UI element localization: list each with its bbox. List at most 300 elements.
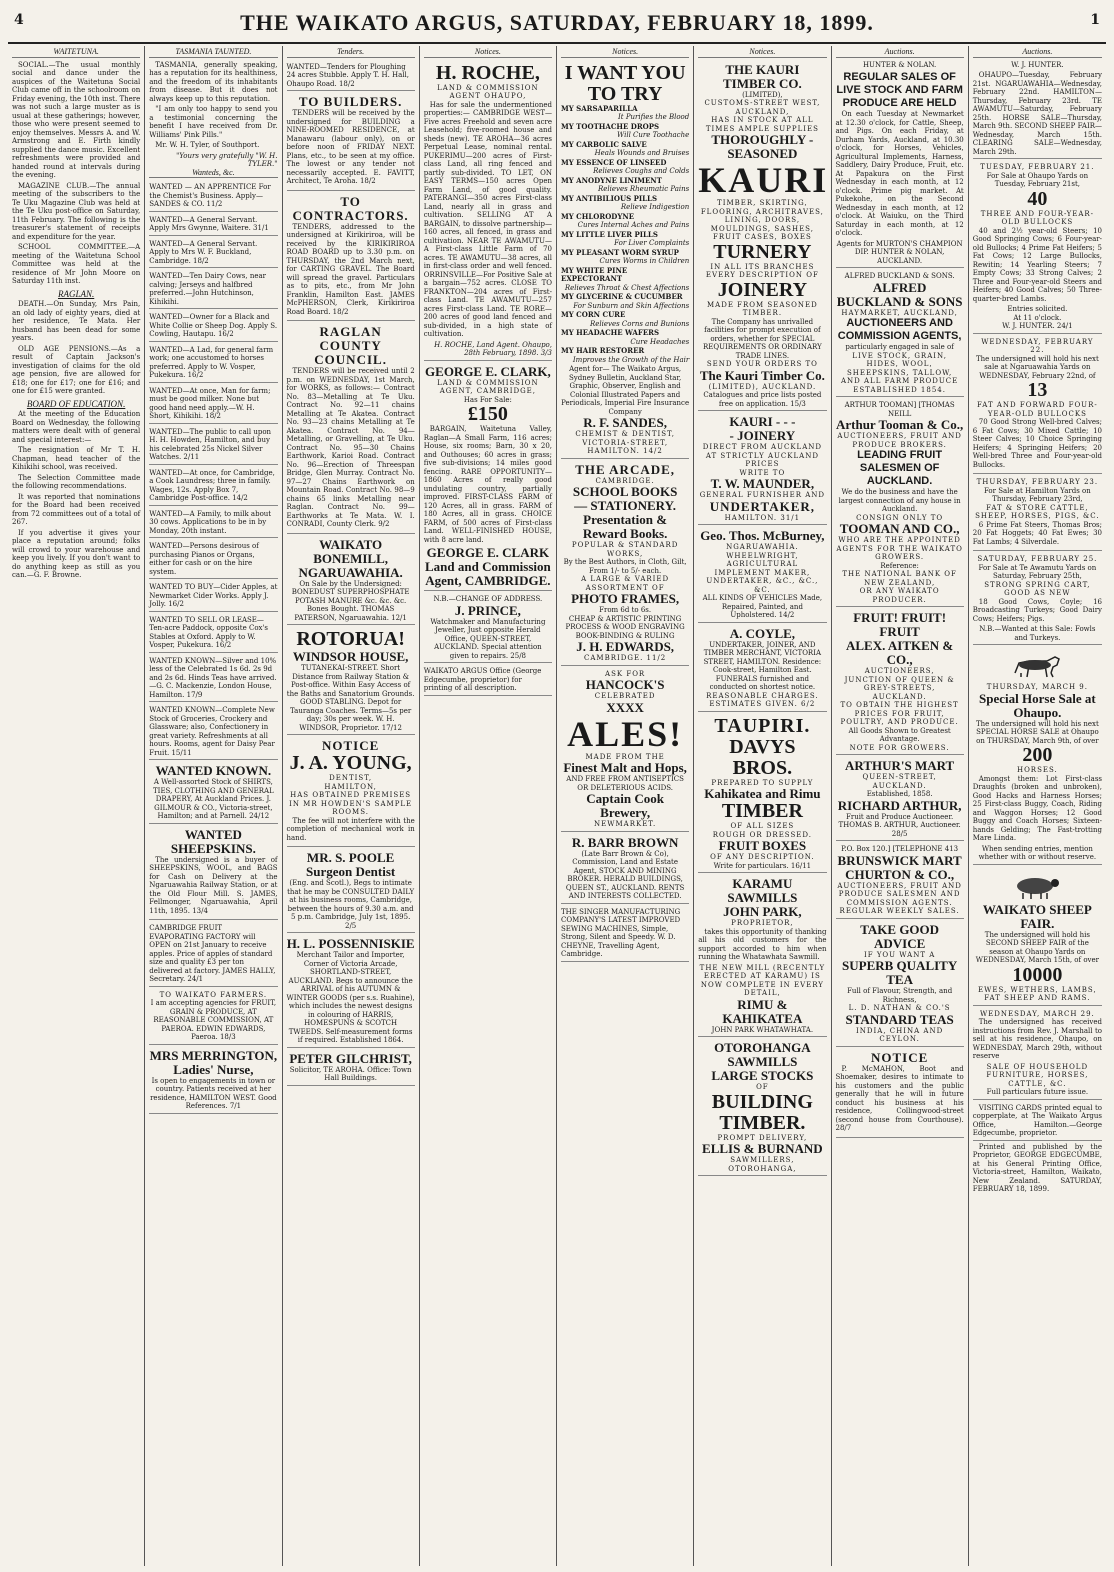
auctioneer-heading: W. J. HUNTER.: [1011, 60, 1064, 69]
column-heading: Notices.: [698, 48, 826, 58]
sale-note: When sending entries, mention whether with or without reserve.: [978, 844, 1097, 861]
remedy-item: [561, 347, 689, 364]
remedy-name: MY CORN CURE: [561, 310, 626, 319]
ad-title: KARAMU SAWMILLS: [727, 876, 798, 905]
ad-title: T. W. MAUNDER,: [710, 476, 815, 491]
column-7: [832, 46, 969, 1566]
ad-title: MRS MERRINGTON, Ladies' Nurse,: [149, 1047, 278, 1077]
remedies-ad: [561, 61, 689, 459]
sheep-illustration: [1007, 871, 1067, 901]
article-paragraph: It was reported that nominations for the Board had been received from 72 committees out of a total of 267.: [12, 492, 141, 526]
sale-feb-21: [973, 161, 1102, 334]
page-columns: [8, 46, 1106, 1566]
free-from: AND FREE FROM ANTISEPTICS OR DELETERIOUS ACIDS.: [566, 775, 684, 792]
catalogues: Catalogues and price lists posted free on application. 15/3: [703, 391, 822, 408]
ad-title: ARTHUR'S MART: [845, 758, 955, 773]
assortment: A LARGE & VARIED ASSORTMENT OF: [581, 575, 670, 592]
ad-title: I WANT YOU TO TRY: [564, 61, 686, 105]
all-sizes: OF ALL SIZES: [730, 822, 795, 830]
ad-title: PETER GILCHRIST,: [289, 1050, 412, 1066]
remedy-item: [561, 329, 689, 346]
sale-lot: FAT & STORE CATTLE, SHEEP, HORSES, PIGS, &C.: [975, 503, 1100, 520]
column-heading: TASMANIA TAUNTED.: [149, 48, 277, 58]
ad-proprietor: JOHN PARK,: [723, 904, 802, 919]
sawmillers: SAWMILLERS,: [730, 1156, 795, 1164]
tea-flavour: Full of Flavour, Strength, and Richness,: [847, 987, 953, 1004]
commission-agent-ad: [561, 834, 689, 904]
mcburney-ad: [698, 527, 826, 623]
column-2: [145, 46, 282, 1566]
ad-body: TUTANEKAI-STREET. Short Distance from Railway Station & Post-office. Within Easy Access of the Baths and Sanatorium Grounds. GOOD STABLING. Depot for Tauranga Coaches. Terms—5s per day; 30s per week. W. H. WINDSOR, Proprietor. 17/12: [286, 664, 415, 732]
ad-name: J. A. YOUNG,: [289, 752, 412, 774]
ad-signature: H. ROCHE, Land Agent. Ohaupo, 28th February, 1898. 3/3: [434, 340, 552, 357]
ad-contacts: P.O. Box 120.] [TELEPHONE 413: [841, 845, 959, 853]
sale-feb-22: [973, 336, 1102, 475]
classified-ad: WANTED—At once, Man for farm; must be good milker. None but good hand need apply.—W. H. Short, Kihikihi. 18/2: [149, 385, 277, 424]
sale-date: THURSDAY, MARCH 9.: [986, 683, 1088, 691]
ad-title: WANTED KNOWN.: [155, 763, 272, 778]
article-paragraph: The resignation of Mr T. H. Chapman, head teacher of the Kihikihi school, was received.: [12, 446, 141, 471]
ad-trades: WHEELWRIGHT, AGRICULTURAL IMPLEMENT MAKER, UNDERTAKER, &C., &C., &C.: [706, 551, 819, 594]
evaporating-factory-ad: CAMBRIDGE FRUIT EVAPORATING FACTORY will OPEN on 21st January to receive apples. Price of apples of standard size and quality £3 per ton delivered at factory. JAMES HALLY, Secretary. 24/1: [149, 922, 277, 987]
ad-stock: HAS IN STOCK AT ALL TIMES AMPLE SUPPLIES: [705, 116, 819, 133]
sale-venue: For Sale at Te Awamutu Yards on Saturday, February 25th,: [978, 563, 1097, 580]
rough-dressed: ROUGH OR DRESSED.: [712, 830, 812, 839]
leading-salesmen: LEADING FRUIT SALESMEN OF AUCKLAND.: [857, 449, 943, 487]
article-paragraph: SOCIAL.—The usual monthly social and dance under the auspices of the Waitetuna Social Club came off in the schoolroom on Friday evening, the 10th inst. There was not such a large muster as is usual at these gatherings; however, those who were present seemed to enjoy themselves. Messrs A. and W. Armstrong and E. Firth kindly supplied the dance music. Excellent refreshments were provided and handed round at intervals during the evening.: [12, 60, 141, 179]
ad-body: (Late Barr Brown & Co), Commission, Land and Estate Agent, STOCK AND MINING BROKER. HERALD BUILDINGS, QUEEN ST., AUCKLAND. RENTS AND INTERESTS COLLECTED.: [565, 849, 685, 900]
tailor-ad: [287, 935, 415, 1048]
ad-town: CAMBRIDGE. 11/2: [584, 654, 667, 662]
sale-count: 13: [1027, 379, 1048, 401]
ad-title: R. BARR BROWN: [571, 834, 679, 850]
ad-body: The undersigned is a buyer of SHEEPSKINS, WOOL, and BAGS for Cash on Delivery at the Ngaruawahia Railway Station, or at the Old Flour Mill. S. JAMES, Fellmonger, Ngaruawahia, April 11th, 1895. 13/4: [149, 855, 278, 915]
remedy-item: [561, 105, 689, 122]
ad-title: GEORGE E. CLARK,: [425, 363, 551, 379]
remedy-name: MY HAIR RESTORER: [561, 346, 645, 355]
brewery-name: Captain Cook Brewery,: [586, 791, 664, 820]
ad-body: P. McMAHON, Boot and Shoemaker, desires to intimate to his customers and the public generally that he will in future conduct his business at his residence, Collingwood-street (second house from Courthouse). 28/7: [835, 1064, 964, 1132]
or-any: OR ANY WAIKATO PRODUCER.: [859, 587, 940, 604]
ad-title: A. COYLE,: [729, 625, 796, 641]
remedy-item: [561, 311, 689, 328]
tea-origins: INDIA, CHINA AND CEYLON.: [856, 1026, 944, 1043]
ad-trade: AUCTIONEERS AND COMMISSION AGENTS,: [837, 317, 962, 342]
tooman-ad: [836, 399, 964, 607]
sale-date: THURSDAY, FEBRUARY 23.: [976, 478, 1099, 486]
ad-title: ALFRED BUCKLAND & SONS: [836, 279, 963, 309]
kauri-company-sub: (LIMITED), AUCKLAND.: [708, 382, 817, 391]
ales-title: ALES!: [567, 713, 684, 754]
building-timber: BUILDING TIMBER.: [711, 1090, 813, 1134]
county-council-tender: [287, 323, 415, 534]
remedy-claim: Improves the Growth of the Hair: [572, 355, 690, 364]
sale-items: 6 Prime Fat Steers, Thomas Bros; 20 Fat Hoggets; 40 Fat Ewes; 30 Fat Lambs; 4 Silverdale.: [972, 520, 1102, 546]
sale-time: At 11 o'clock.: [1013, 313, 1062, 322]
large-stocks: LARGE STOCKS: [711, 1068, 814, 1083]
column-heading: Auctions.: [836, 48, 964, 58]
ad-body: Has for sale the undermentioned properties:— CAMBRIDGE WEST—Five acres Freehold and seven acre Leasehold; five-roomed house and sheds (new). TE AROHA—36 acres Perpetual Lease, nominal rental. PUKERIMU—200 acres of First-class Land, all ring fenced and partly sub-divided. TO LET, ON EASY TERMS—150 acres Open Farm Land, of good quality. PATERANGI—350 acres First-class Land, nearly all in grass and cultivation. SELLING AT A BARGAIN, to dissolve partnership—160 acres, all fenced, in grass and cultivation. NEAR TE AWAMUTU—A First-class Little Farm of 70 acres. TE AWAMUTU—38 acres, all in first-class order and well fenced. ORRINSVILLE—For Positive Sale at a bargain—752 acres. CLOSE TO FRANKTON—204 acres of First-class Land. TE AWAMUTU—257 acres First-class Land. TE RORE—200 acres of good land fenced and sub-divided, in a high state of cultivation.: [423, 100, 552, 338]
entries: Entries solicited.: [1007, 305, 1068, 313]
section-heading: Wanteds, &c.: [149, 169, 277, 179]
article-paragraph: MAGAZINE CLUB.—The annual meeting of the subscribers to the Te Uku Magazine Club was held at the Te Uku post-office on Saturday, 11th February. The following is the treasurer's statement of receipts and expenditure for the year.: [12, 181, 141, 241]
column-8: [969, 46, 1106, 1566]
celebrated: CELEBRATED: [594, 692, 656, 700]
ad-established: ESTABLISHED 1854.: [853, 385, 946, 394]
any-description: OF ANY DESCRIPTION.: [710, 853, 815, 861]
sale-venue: The undersigned will hold his SECOND SHEEP FAIR of the season at Ohaupo Yards on WEDNESDAY, March 15th, of over: [975, 930, 1099, 964]
visiting-cards-ad: VISITING CARDS printed equal to copperplate, at The Waikato Argus Office, Hamilton.—George Edgecumbe, proprietor.: [973, 1102, 1102, 1141]
ad-title: ROTORUA!: [296, 628, 405, 650]
ad-signature: GEORGE E. CLARK Land and Commission Agent, CAMBRIDGE.: [425, 545, 551, 588]
ad-established: Established, 1858.: [866, 790, 933, 798]
kauri-timber-ad: [698, 61, 829, 412]
sale-date: WEDNESDAY, MARCH 29.: [979, 1009, 1095, 1018]
joinery-heading: - JOINERY: [729, 428, 796, 443]
ad-title: J. PRINCE,: [454, 602, 521, 618]
of-label: OF: [756, 1083, 769, 1091]
ad-title: TO WAIKATO FARMERS.: [159, 990, 268, 999]
ad-title: OTOROHANGA SAWMILLS: [714, 1040, 811, 1069]
classified-ad: WANTED — AN APPRENTICE For the Chemist's Business. Apply—SANDES & CO. 11/2: [149, 181, 277, 212]
clearing-sale: [973, 1008, 1102, 1100]
ad-body: TENDERS will be received until 2 p.m. on WEDNESDAY, 1st March, for WORKS, as follows:— Contract No. 83—Metalling at Te Uku. Contract No. 92—11 chains Metalling at Te Akatea. Contract No. 93—23 chains Metalling at Te Akatea. Contract No. 94—Metalling, or Gravelling, at Te Uku. Contract No. 95—30 Chains Earthwork, Karioi Road. Contract No. 96—Erection of Threespan Bridge, Glen Murray. Contract No. 97—27 Chains Earthwork on Mountain Road. Contract No. 98—9 chains 65 links Metalling near Raglan. Contract No. 99—Earthworks at Te Mata. W. I. CONRADI, County Clerk. 9/2: [286, 367, 415, 528]
classified-ad: WANTED TO BUY—Cider Apples, at Newmarket Cider Works. Apply J. Jolly. 16/2: [149, 581, 277, 612]
masthead: [0, 0, 1114, 42]
popular-body: By the Best Authors, in Cloth, Gilt, From 1/- to 5/- each.: [563, 558, 687, 575]
sheep-fair: [973, 867, 1102, 1006]
appointed-agents: WHO ARE THE APPOINTED AGENTS FOR THE WAIKATO GROWERS.: [836, 536, 963, 561]
ad-title: H. ROCHE,: [435, 61, 540, 84]
sale-schedule: OHAUPO—Tuesday, February 21st. NGARUAWAHIA—Wednesday, February 22nd. HAMILTON—Thursday, February 23rd. TE AWAMUTU—Saturday, February 25th. HORSE SALE—Thursday, March 9th. SECOND SHEEP FAIR—Wednesday, March 15th. CLEARING SALE—Wednesday, March 29th.: [973, 69, 1102, 159]
ad-address: JUNCTION OF QUEEN & GREY-STREETS, AUCKLAND.: [844, 675, 955, 701]
remedy-item: [561, 141, 689, 158]
popular-works: POPULAR & STANDARD WORKS,: [571, 541, 679, 558]
kauri-company: The Kauri Timber Co.: [699, 367, 825, 383]
ad-notice: N.B.—CHANGE OF ADDRESS.: [433, 595, 543, 603]
school-books: SCHOOL BOOKS: [572, 484, 678, 499]
ad-name: RICHARD ARTHUR,: [837, 797, 962, 813]
ad-body: On Sale by the Undersigned: BONEDUST SUPERPHOSPHATE POTASH MANURE &c. &c. &c. Bones Bought. THOMAS PATERSON, Ngaruawahia. 12/1: [291, 579, 410, 622]
watchmaker-ad: [424, 593, 552, 663]
letter-signature: "Yours very gratefully "W. H. TYLER.": [176, 151, 278, 168]
ad-note: The fee will not interfere with the completion of mechanical work in hand.: [286, 816, 415, 842]
tea-merchant: L. D. NATHAN & CO.'S: [848, 1004, 951, 1012]
ad-town: NGARUAWAHIA.: [726, 543, 799, 551]
ad-town: OTOROHANGA,: [728, 1164, 797, 1173]
classified-ad: WANTED KNOWN—Silver and 10% less of the Celebrated 1s 6d. 2s 9d and 2s 6d. Hinds Teas have arrived.—G. C. Mackenzie, London House, Hamilton. 17/9: [149, 655, 277, 703]
ad-subtitle: LAND & COMMISSION AGENT OHAUPO,: [437, 83, 539, 100]
farmers-ad: [149, 989, 277, 1045]
seasoned-timber: MADE FROM SEASONED TIMBER.: [706, 300, 818, 317]
tea-ad: [836, 921, 964, 1047]
ad-title: RAGLAN COUNTY COUNCIL.: [314, 324, 387, 367]
ad-body: Merchant Tailor and Importer, Corner of Victoria Arcade, SHORTLAND-STREET, AUCKLAND. Begs to announce the ARRIVAL of his AUTUMN & WINTER GOODS (per s.s. Ruahine), which includes the newest designs in colouring of HARRIS, HOMESPUNS & SCOTCH TWEEDS. Self-measurement forms if required. Established 1864.: [286, 951, 415, 1044]
remedy-name: MY CARBOLIC SALVE: [561, 139, 647, 149]
remedy-name: MY HEADACHE WAFERS: [561, 328, 660, 337]
column-3: [283, 46, 420, 1566]
prepared: PREPARED TO SUPPLY: [711, 778, 814, 787]
remedy-item: [561, 293, 689, 310]
ad-title: REGULAR SALES OF LIVE STOCK AND FARM PRODUCE ARE HELD: [836, 71, 963, 109]
article-paragraph: At the meeting of the Education Board on Wednesday, the following matters were dealt with of general and special interest:—: [12, 410, 141, 444]
ad-title: Arthur Tooman & Co.,: [835, 417, 964, 432]
argus-office-ad: WAIKATO ARGUS Office (George Edgecumbe, proprietor) for printing of all description.: [424, 665, 552, 696]
classified-ad: WANTED—At once, for Cambridge, a Cook Laundress; three in family. Wages, 12s. Apply Box 7, Cambridge Post-office. 14/2: [149, 467, 277, 506]
ad-for-sale: Has For Sale:: [463, 395, 512, 404]
reference: Reference:: [880, 561, 919, 570]
ad-title: MR. S. POOLE Surgeon Dentist: [306, 850, 396, 879]
maunder-ad: [698, 413, 826, 525]
sale-items: 70 Good Strong Well-bred Calves; 6 Fat Cows; 30 Mixed Cattle; 10 Steer Calves; 10 Choice Springing Heifers; 4 Springing Heifers; 20 Well-bred Three and Four-year-old Bullocks.: [972, 418, 1102, 469]
rimu-kahikatea: RIMU & KAHIKATEA: [722, 996, 803, 1026]
column-4: [420, 46, 557, 1566]
ad-town: CAMBRIDGE.: [595, 476, 655, 485]
section-heading: BOARD OF EDUCATION.: [26, 398, 126, 409]
article-paragraph: If you advertise it gives your place a reputation around; folks will crowd to your warehouse and keep you lively. If you don't want to do anything keep as still as you can.—G. F. Browne.: [12, 528, 141, 579]
shoemaker-notice: [836, 1049, 964, 1138]
column-heading: Tenders.: [287, 48, 415, 58]
sale-count: 200: [1022, 744, 1053, 766]
prompt-delivery: PROMPT DELIVERY,: [717, 1133, 808, 1142]
column-heading: Notices.: [424, 48, 552, 58]
ad-body: TENDERS will be received by the undersigned for BUILDING a NINE-ROOMED RESIDENCE, at Manawaru (labour only), on or before noon of FRIDAY NEXT. Plans, etc., to be seen at my office. The lowest or any tender not necessarily accepted. E. FAVITT, Architect, Te Aroha. 18/2: [286, 109, 415, 185]
sale-venue: The undersigned will hold his next SPECIAL HORSE SALE at Ohaupo on THURSDAY, March 9th, of over: [975, 719, 1099, 745]
ad-charges: REASONABLE CHARGES. ESTIMATES GIVEN. 6/2: [706, 691, 819, 708]
brand-name: HANCOCK'S: [585, 677, 665, 692]
remedy-claim: For Sunburn and Skin Affections: [573, 301, 690, 310]
sale-count: 40: [1027, 187, 1048, 210]
sale-venue: For Sale at Ohaupo Yards on Tuesday, February 21st,: [986, 171, 1089, 188]
brewery-town: NEWMARKET.: [594, 820, 657, 828]
ad-goods: LIVE STOCK, GRAIN, HIDES, WOOL, SHEEPSKINS, TALLOW, AND ALL FARM PRODUCE: [840, 351, 959, 385]
ad-town: HAMILTON. 31/1: [724, 513, 801, 522]
ad-body: A Well-assorted Stock of SHIRTS, TIES, CLOTHING AND GENERAL DRAPERY, At Auckland Prices. J. GILMOUR & CO., Victoria-street, Hamilton; and at Parnell. 24/12: [153, 778, 274, 820]
sale-feb-25: [973, 553, 1102, 645]
buckland-ad: [836, 270, 964, 397]
article-paragraph: DEATH.—On Sunday, Mrs Pain, an old lady of eighty years, died at her residence, Te Mata. Her husband has been dead for some years.: [12, 300, 141, 342]
auctioneer-heading: HUNTER & NOLAN.: [862, 60, 937, 69]
sale-lot: FAT AND FORWARD FOUR-YEAR-OLD BULLOCKS: [977, 401, 1098, 418]
printing-service: CHEAP & ARTISTIC PRINTING: [568, 614, 682, 623]
column-heading: Auctions.: [973, 48, 1102, 58]
direct: DIRECT FROM AUCKLAND AT STRICTLY AUCKLAND PRICES: [702, 443, 822, 468]
windsor-house-ad: [287, 627, 415, 735]
remedy-claim: Heals Wounds and Bruises: [594, 149, 690, 157]
sale-venue: The undersigned has received instructions from Rev. J. Marshall to sell at his residence, Ohaupo, on WEDNESDAY, March 29th, without reserve: [972, 1018, 1102, 1060]
remedy-claim: Cure Headaches: [630, 337, 690, 346]
column-5: [557, 46, 694, 1566]
classified-ad: WANTED—A General Servant. Apply to Mrs W. F. Buckland, Cambridge. 18/2: [149, 238, 277, 269]
karamu-sawmills-ad: [698, 875, 826, 1037]
ad-address: HAYMARKET, AUCKLAND,: [841, 308, 958, 317]
ad-partners: ARTHUR TOOMAN] [THOMAS NEILL: [844, 401, 955, 418]
ad-body: Solicitor, TE AROHA. Office: Town Hall Buildings.: [289, 1065, 412, 1082]
roche-land-agent-ad: [424, 61, 552, 361]
otorohanga-sawmills-ad: [698, 1039, 826, 1176]
ad-title: TAKE GOOD ADVICE: [860, 921, 940, 951]
town-title: TAUPIRI.: [714, 714, 811, 737]
remedy-item: [561, 231, 689, 248]
nurse-ad: [149, 1047, 277, 1114]
hunter-nolan-ad: [836, 69, 964, 268]
sewing-machines-ad: THE SINGER MANUFACTURING COMPANY'S LATEST IMPROVED SEWING MACHINES, Simple, Strong, Silent and Speedy. W. D. CHEYNE, Travelling Agent, Cambridge.: [561, 906, 689, 962]
highest-prices: TO OBTAIN THE HIGHEST PRICES FOR FRUIT, POULTRY, AND PRODUCE.: [840, 701, 959, 726]
turnery: TURNERY: [713, 240, 812, 263]
kauri-items: TIMBER, SKIRTING, FLOORING, ARCHITRAVES, LINING, DOORS, MOULDINGS, SASHES, FRUIT CASES, BOXES: [700, 199, 824, 241]
remedy-item: [561, 177, 689, 194]
classified-ad: WANTED—The public to call upon H. H. Howden, Hamilton, and buy his celebrated 25s Nickel Silver Watches. 2/11: [149, 426, 277, 465]
ad-title: NOTICE: [870, 1049, 929, 1065]
remedy-claim: It Purifies the Blood: [618, 113, 690, 121]
ad-body: AUCTIONEERS, FRUIT AND PRODUCE SALESMEN AND COMMISSION AGENTS. REGULAR WEEKLY SALES.: [837, 881, 962, 915]
write-to: WRITE TO: [739, 468, 786, 477]
remedy-item: [561, 123, 689, 140]
ad-body: HAS OBTAINED PREMISES IN MR HOWDEN'S SAMPLE ROOMS.: [289, 791, 413, 816]
sale-items: 18 Good Cows, Coyle; 16 Broadcasting Turkeys; Good Dairy Cows; Heifers; Pigs.: [972, 597, 1102, 623]
xxxx-mark: XXXX: [606, 699, 644, 715]
brewery-ad: [561, 668, 689, 832]
ad-town: HAMILTON,: [324, 782, 377, 791]
kauri-title: KAURI: [698, 160, 829, 200]
sale-items: Amongst them: Lot First-class Draughts (broken and unbroken), Good Hacks and Harness Horses; 25 First-class Buggy, Coach, Riding and Waggon Horses; 12 Good Buggy and Coach Horses; Sixteen-hands Gelding; The Fast-trotting Mare Linda.: [972, 774, 1102, 842]
sale-lot: THREE AND FOUR-YEAR-OLD BULLOCKS: [980, 209, 1095, 226]
goods-shown: All Goods Shown to Greatest Advantage.: [848, 726, 951, 743]
remedy-item: [561, 249, 689, 266]
ad-body: We do the business and have the largest connection of any house in Auckland.: [838, 488, 961, 513]
printing-service: PROCESS & WOOD ENGRAVING: [565, 623, 685, 631]
remedy-item: [561, 195, 689, 212]
sale-venue: The undersigned will hold his next sale at Ngaruawahia Yards on WEDNESDAY, February 22nd, of: [975, 354, 1099, 380]
publisher-imprint: Printed and published by the Proprietor, GEORGE EDGECUMBE, at his General Printing Office, Victoria-street, Hamilton, Waikato, New Zealand. SATURDAY, FEBRUARY 18, 1899.: [972, 1142, 1102, 1193]
ad-proprietor: J. H. EDWARDS,: [576, 639, 675, 654]
clark-land-agent-ad: [424, 363, 552, 592]
undertaker: UNDERTAKER,: [709, 498, 816, 514]
ad-title: TO BUILDERS.: [298, 94, 403, 109]
ad-agents: Agents for MURTON'S CHAMPION DIP. HUNTER & NOLAN, AUCKLAND.: [836, 239, 963, 265]
page-number-right: 1: [1090, 12, 1100, 28]
if-you-want: IF YOU WANT A: [863, 950, 936, 959]
photo-frames: PHOTO FRAMES,: [571, 591, 680, 606]
remedy-item: [561, 213, 689, 230]
ad-title: ALEX. AITKEN & CO.,: [845, 638, 954, 667]
send-orders: SEND YOUR ORDERS TO: [706, 360, 818, 368]
arcade-ad: [561, 461, 689, 666]
ad-title: H. L. POSSENNISKIE: [286, 936, 415, 951]
ad-address: CUSTOMS-STREET WEST, AUCKLAND,: [704, 99, 821, 116]
joinery: JOINERY: [717, 278, 808, 301]
remedy-item: [561, 267, 689, 293]
section-heading: RAGLAN.: [57, 288, 95, 299]
standard-teas: STANDARD TEAS: [845, 1011, 954, 1027]
remedy-claim: Relieves Corns and Bunions: [589, 319, 690, 328]
coyle-ad: [698, 625, 826, 712]
aitken-ad: [836, 609, 964, 755]
kauri-heading: KAURI - - -: [729, 414, 796, 429]
ad-body: Is open to engagements in town or country. Patients received at her residence, HAMILTON WEST. Good References. 7/1: [150, 1076, 277, 1110]
sawmillers-name: ELLIS & BURNAND: [702, 1141, 823, 1156]
ad-particular: particularly engaged in sale of: [845, 343, 954, 351]
ad-title: THE ARCADE,: [575, 461, 676, 477]
remedy-name: MY PLEASANT WORM SYRUP: [561, 247, 679, 257]
classified-ad: WANTED—Ten Dairy Cows, near calving; Jerseys and halfbred preferred.—John Hutchinson, Kihikihi.: [149, 270, 277, 309]
ad-body: Watchmaker and Manufacturing Jeweller, Just opposite Herald Office, QUEEN-STREET, AUCKLAND. Special attention given to repairs. 25/8: [430, 617, 546, 660]
bonemill-ad: [287, 536, 415, 626]
ad-title: NOTICE: [321, 738, 380, 753]
classified-ad: WANTED TO SELL OR LEASE—Ten-acre Paddock, opposite Cox's Stables at Oxford. Apply to W. Vosper, Pukekura. 16/2: [149, 614, 277, 653]
remedy-item: [561, 159, 689, 176]
ad-title: TO CONTRACTORS.: [292, 193, 409, 223]
ad-body: On each Tuesday at Newmarket at 12.30 o'clock, for Cattle, Sheep, and Pigs. On each Friday, at Durham Yards, Auckland, at 10.30 o'clock, for Horses, Vehicles, Agricultural Implements, Harness, Saddlery, Dairy Produce, Fruit, etc. At Papakura on the First Wednesday in each month, at 12 o'clock. Prime pig market. At Pukekohe, on the Second Wednesday in each month, at 12 o'clock. At Waiuku, on the Third Saturday in each month, at 12 o'clock.: [835, 110, 964, 237]
ad-body: takes this opportunity of thanking all his old customers for the support accorded to him when running the Whatawhata Sawmill.: [698, 927, 827, 961]
ad-title: WAIKATO BONEMILL, NGARUAWAHIA.: [298, 536, 403, 580]
classified-ad: WANTED—A General Servant. Apply Mrs Gwynne, Waitere. 31/1: [149, 214, 277, 236]
horse-illustration: [1007, 651, 1067, 681]
classified-ad: WANTED—Owner for a Black and White Collie or Sheep Dog. Apply S. Cowling, Hautapu. 16/2: [149, 311, 277, 342]
sale-note: N.B.—Wanted at this Sale: Fowls and Turkeys.: [979, 625, 1096, 642]
remedy-claim: Relieves Rheumatic Pains: [597, 185, 690, 193]
horse-sale: [973, 647, 1102, 865]
article-paragraph: The Selection Committee made the following recommendations.: [12, 473, 141, 490]
sale-items: 40 and 2½ year-old Steers; 10 Good Springing Cows; 6 Four-year-old Bullocks; 4 Prime Fat Heifers; 5 Fat Cows; 12 Large Bullocks, Rewitin; 14 Yearling Steers; 7 Empty Cows; 33 Strong Calves; 2 Three and Four-year-old Steers and Heifers; 40 Good Calves; 50 Three-quarter-bred Lambs.: [972, 226, 1102, 303]
brunswick-mart-ad: [836, 843, 964, 919]
builders-tender: [287, 93, 415, 191]
article-paragraph: "I am only too happy to send you a testimonial concerning the benefit I have received from Dr. Williams' Pink Pills.": [149, 105, 278, 139]
ad-body: TENDERS, addressed to the undersigned at Kirikiriroa, will be received by the KIRIKIRIROA ROAD BOARD up to 3.30 p.m. on THURSDAY, the 2nd March next, for CARTING GRAVEL. The Board will spread the gravel. Particulars as to pits, etc., from Mr John Franklin, Hamilton East. JAMES McPHERSON, Clerk, Kirikiriroa Road Board. 18/2: [286, 222, 415, 316]
classified-ad: WANTED—A Lad, for general farm work; one accustomed to horses preferred. Apply to W. Vosper, Pukekura. 16/2: [149, 344, 277, 383]
remedy-name: MY LITTLE LIVER PILLS: [561, 229, 658, 239]
presentation-books: Presentation & Reward Books.: [582, 512, 668, 541]
remedy-claim: Relieves Throat & Chest Affections: [564, 283, 690, 292]
remedy-list: [561, 105, 689, 365]
chemist-trade: CHEMIST & DENTIST,: [575, 430, 675, 438]
made-from: MADE FROM THE: [585, 752, 665, 761]
dentist-ad: [287, 737, 415, 847]
sale-note: Full particulars future issue.: [986, 1088, 1089, 1096]
newspaper-title: THE WAIKATO ARGUS, SATURDAY, FEBRUARY 18, 1899.: [240, 10, 874, 35]
tooman-name: TOOMAN AND CO.,: [839, 521, 960, 536]
remedy-name: MY ANODYNE LINIMENT: [561, 175, 662, 185]
article-paragraph: OLD AGE PENSIONS.—As a result of Captain Jackson's investigation of claims for the old age pension, five are allowed for £18; one for £17; one for £16; and one for £15 were granted.: [12, 344, 141, 395]
arthurs-mart-ad: [836, 757, 964, 841]
ad-title: DAVYS BROS.: [729, 735, 796, 779]
davys-bros-ad: [698, 714, 826, 874]
ad-title: WANTED SHEEPSKINS.: [170, 826, 256, 856]
ad-subtitle: GENERAL FURNISHER AND: [699, 491, 826, 499]
sale-title: WAIKATO SHEEP FAIR.: [982, 901, 1092, 931]
fruit-boxes: FRUIT BOXES: [718, 838, 807, 853]
bank: THE NATIONAL BANK OF NEW ZEALAND,: [842, 570, 957, 587]
ad-subtitle: AUCTIONEERS,: [864, 667, 935, 675]
ad-title: Geo. Thos. McBurney,: [700, 528, 825, 543]
new-mill: THE NEW MILL (RECENTLY ERECTED AT KARAMU) IS NOW COMPLETE IN EVERY DETAIL,: [699, 963, 826, 997]
sale-date: SATURDAY, FEBRUARY 25.: [977, 555, 1098, 563]
classified-ad: WANTED—Persons desirous of purchasing Pianos or Organs, either for cash or on the hire system.: [149, 540, 277, 579]
ad-body: BARGAIN, Waitetuna Valley, Raglan—A Small Farm, 116 acres; House, six rooms; Barn, 30 x 20, and Outhouses; 60 acres in grass; five sub-divisions; 14 miles good fencing. RARE OPPORTUNITY—1860 Acres of really good undulating country, partially improved. FIRST-CLASS FARM of 120 Acres, all in grass. FARM of 180 Acres, all in grass. CHOICE FARM, of 500 acres of First-class Land. WELL-FINISHED HOUSE, with 8 acre land.: [423, 425, 552, 544]
chemist-name: R. F. SANDES,: [583, 415, 667, 430]
fruit-heading: FRUIT! FRUIT! FRUIT: [853, 610, 947, 639]
remedy-name: MY WHITE PINE EXPECTORANT: [561, 265, 628, 283]
column-heading: WAITETUNA.: [12, 48, 140, 58]
ad-signature: JOHN PARK WHATAWHATA.: [711, 1025, 814, 1034]
timber: TIMBER: [721, 800, 803, 822]
ad-body: (Eng. and Scotl.), Begs to intimate that he may be CONSULTED DAILY at his business rooms, Cambridge, between the hours of 9.30 a.m. and 5 p.m. Cambridge, July 1st, 1895. 2/5: [287, 879, 415, 930]
company-facilities: The Company has unrivalled facilities for prompt execution of orders, whether for SPECIAL REQUIREMENTS OR ORDINARY TRADE LINES.: [703, 317, 822, 360]
ad-body: UNDERTAKER, JOINER, AND TIMBER MERCHANT, VICTORIA STREET, HAMILTON. Residence: Cook-street, Hamilton East. FUNERALS furnished and conducted on shortest notice.: [703, 640, 822, 691]
sale-count: 10000: [1012, 963, 1063, 986]
thoroughly-seasoned: THOROUGHLY - SEASONED: [711, 132, 814, 161]
ad-body: I am accepting agencies for FRUIT, GRAIN & PRODUCE, AT REASONABLE COMMISSION, AT PAEROA. EDWIN EDWARDS, Paeroa. 18/3: [150, 999, 277, 1041]
